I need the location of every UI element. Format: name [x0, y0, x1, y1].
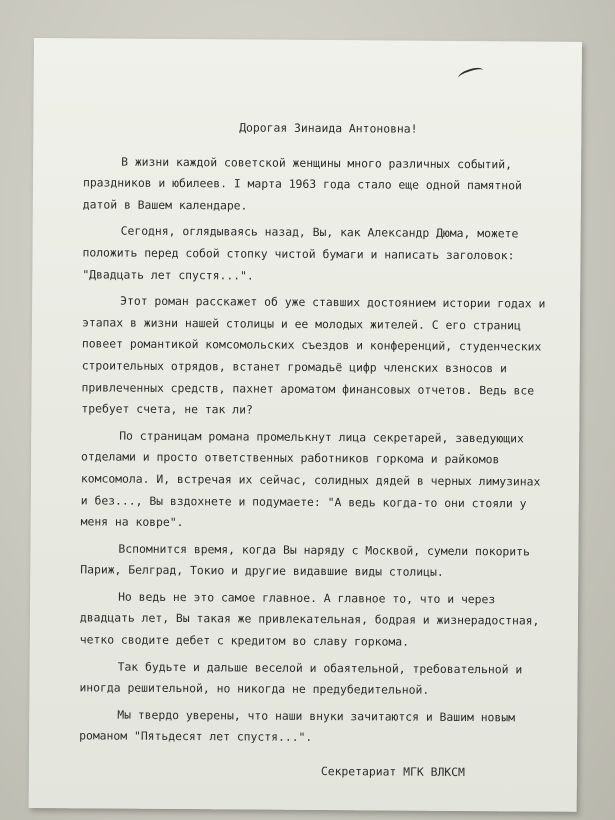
text-line: Этот роман расскажет об уже ставших достоянием истории годах и — [120, 293, 546, 311]
text-line: романом "Пятьдесят лет спустя...". — [79, 728, 313, 745]
text-line: требует счета, не так ли? — [81, 401, 253, 417]
text-line: "Двадцать лет спустя...". — [82, 266, 254, 283]
letter-body — [79, 116, 554, 784]
text-line: Мы твердо уверены, что наши внуки зачитаются и Вашим новым — [117, 707, 516, 725]
paragraph-5 — [80, 538, 550, 584]
text-line: Вспомнится время, когда Вы наряду с Москвой, сумели покорить — [118, 541, 530, 559]
letter-greeting: Дорогая Зинаида Антоновна! — [239, 120, 418, 136]
text-line: меня на ковре". — [80, 514, 184, 530]
text-line: Но ведь не это самое главное. А главное то, что и через — [118, 589, 496, 607]
text-line: В жизни каждой советской женщины много различных событий, — [121, 154, 513, 171]
text-line: праздников и юбилеев. I марта 1963 года стало еще одной памятной — [82, 175, 522, 193]
paragraph-7 — [79, 656, 549, 702]
paragraph-4 — [81, 425, 552, 536]
text-line: датой в Вашем календаре. — [82, 197, 248, 213]
paragraph-8 — [79, 704, 549, 750]
paragraph-2 — [82, 221, 552, 289]
ink-mark — [457, 65, 485, 82]
text-line: и без..., Вы вздохнете и подумаете: "А ведь когда-то они стояли у — [80, 492, 527, 510]
text-line: Сегодня, оглядываясь назад, Вы, как Александр Дюма, можете — [120, 223, 519, 241]
paragraph-1 — [83, 151, 553, 219]
letter-signature: Секретариат МГК ВЛКСМ — [320, 764, 465, 780]
text-line: четко сводите дебет с кредитом во славу горкома. — [79, 632, 410, 649]
paragraph-3 — [81, 290, 552, 423]
text-line: иногда решительной, но никогда не предубедительной. — [79, 680, 430, 698]
text-line: двадцать лет, Вы такая же привлекательная, бодрая и жизнерадостная, — [79, 610, 540, 629]
text-line: Так будьте и дальше веселой и обаятельной, требовательной и — [117, 659, 523, 677]
text-line: положить перед собой стопку чистой бумаги и написать заголовок: — [82, 245, 515, 263]
paragraph-6 — [80, 586, 550, 654]
text-line: этапах в жизни нашей столицы и ее молодых жителей. С его страниц — [81, 315, 521, 333]
text-line: Париж, Белград, Токио и другие видавшие виды столицы. — [80, 562, 444, 580]
text-line: По страницам романа промелькнут лица секретарей, заведующих — [119, 428, 524, 446]
letter-sheet — [29, 38, 582, 812]
text-line: отделами и просто ответственных работников горкома и райкомов — [81, 449, 500, 467]
text-line: повеет романтикой комсомольских съездов и конференций, студенческих — [81, 336, 542, 354]
text-line: строительных отрядов, встанет громадьё цифр членских взносов и — [81, 358, 507, 376]
text-line: привлеченных средств, пахнет ароматом финансовых отчетов. Ведь все — [81, 379, 535, 398]
text-line: комсомола. И, встречая их сейчас, солидных дядей в черных лимузинах — [80, 471, 541, 489]
